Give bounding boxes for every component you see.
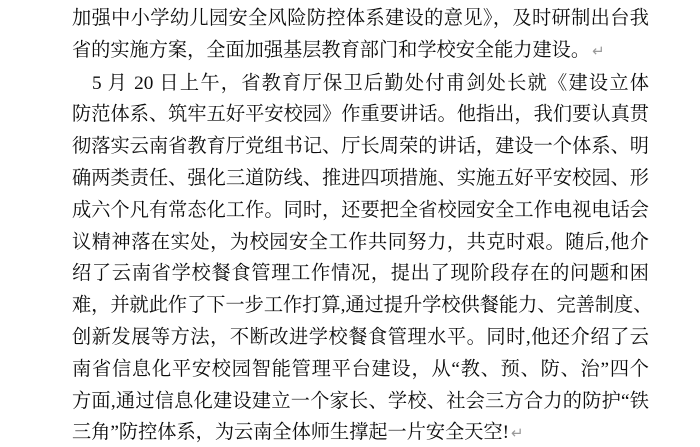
text-line-content: 议精神落在实处，为校园安全工作共同努力，共克时艰。随后,他介: [72, 231, 649, 253]
text-line-content: 难，并就此作了下一步工作打算,通过提升学校供餐能力、完善制度、: [72, 295, 653, 317]
text-line: [72, 99, 649, 131]
text-line-content: 防范体系、筑牢五好平安校园》作重要讲话。他指出，我们要认真贯: [72, 104, 649, 126]
text-line-content: 省的实施方案，全面加强基层教育部门和学校安全能力建设。: [72, 39, 591, 61]
pilcrow-mark-icon: ↵: [592, 41, 605, 60]
document-text: [72, 3, 653, 447]
text-line: [72, 417, 649, 447]
text-line: [72, 354, 649, 386]
text-line-content: 南省信息化平安校园智能管理平台建设，从“教、预、防、治”四个: [72, 358, 649, 380]
text-line-content: 成六个凡有常态化工作。同时，还要把全省校园安全工作电视电话会: [72, 199, 649, 221]
text-line: [72, 3, 649, 35]
text-line: [72, 35, 649, 68]
text-line: [72, 322, 649, 354]
text-line-content: 方面,通过信息化建设建立一个家长、学校、社会三方合力的防护“铁: [72, 390, 649, 412]
text-line-content: 三角”防控体系，为云南全体师生撑起一片安全天空!: [72, 422, 510, 444]
text-line-content: 加强中小学幼儿园安全风险防控体系建设的意见》，及时研制出台我: [72, 8, 649, 29]
text-line: [72, 131, 649, 163]
text-line: [72, 163, 649, 195]
text-line: [72, 68, 649, 100]
pilcrow-mark-icon: ↵: [511, 424, 524, 443]
text-line-content: 确两类责任、强化三道防线、推进四项措施、实施五好平安校园、形: [72, 167, 649, 189]
text-line: [72, 195, 649, 227]
text-line: [72, 290, 653, 322]
text-line-content: 彻落实云南省教育厅党组书记、厅长周荣的讲话，建设一个体系、明: [72, 136, 649, 158]
text-line: [72, 258, 649, 290]
text-line-content: 创新发展等方法，不断改进学校餐食管理水平。同时,他还介绍了云: [72, 326, 649, 348]
text-line: [72, 386, 649, 418]
text-line-content: 绍了云南省学校餐食管理工作情况，提出了现阶段存在的问题和困: [72, 263, 649, 285]
text-line: [72, 227, 649, 259]
text-line-content: 5 月 20 日上午，省教育厅保卫后勤处付甫剑处长就《建设立体: [92, 72, 649, 94]
